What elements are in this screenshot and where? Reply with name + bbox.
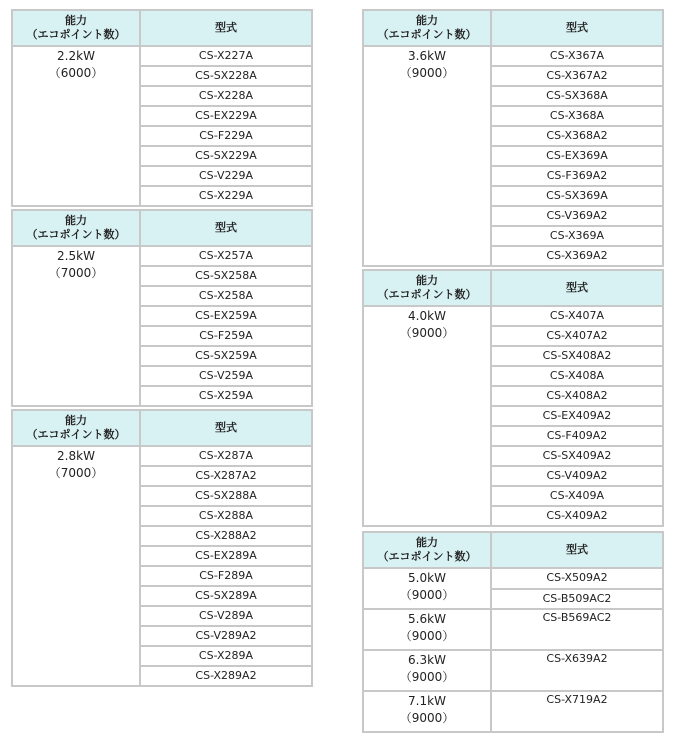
right-table-2 bbox=[362, 269, 664, 527]
model-header: 型式 bbox=[492, 11, 662, 45]
model-cell: CS-F229A bbox=[141, 127, 311, 145]
model-cell: CS-F289A bbox=[141, 567, 311, 585]
model-cell: CS-X368A bbox=[492, 107, 662, 125]
model-cell: CS-EX259A bbox=[141, 307, 311, 325]
capacity-header: 能力 （エコポイント数） bbox=[364, 11, 490, 45]
model-cell: CS-F369A2 bbox=[492, 167, 662, 185]
model-cell: CS-EX369A bbox=[492, 147, 662, 165]
model-cell: CS-SX259A bbox=[141, 347, 311, 365]
capacity-cell: 2.8kW （7000） bbox=[13, 447, 139, 685]
model-cell: CS-F409A2 bbox=[492, 427, 662, 445]
model-cell: CS-X369A bbox=[492, 227, 662, 245]
model-cell: CS-SX258A bbox=[141, 267, 311, 285]
model-cell: CS-B569AC2 bbox=[492, 610, 662, 649]
model-cell: CS-V289A2 bbox=[141, 627, 311, 645]
model-header: 型式 bbox=[492, 271, 662, 305]
capacity-cell: 3.6kW （9000） bbox=[364, 47, 490, 265]
model-cell: CS-X227A bbox=[141, 47, 311, 65]
left-table-3 bbox=[11, 409, 313, 687]
model-cell: CS-X409A2 bbox=[492, 507, 662, 525]
model-cell: CS-EX409A2 bbox=[492, 407, 662, 425]
model-cell: CS-X509A2 bbox=[492, 569, 662, 588]
model-cell: CS-X408A2 bbox=[492, 387, 662, 405]
model-cell: CS-V289A bbox=[141, 607, 311, 625]
model-cell: CS-SX409A2 bbox=[492, 447, 662, 465]
model-header: 型式 bbox=[141, 11, 311, 45]
left-table-2 bbox=[11, 209, 313, 407]
model-cell: CS-X289A bbox=[141, 647, 311, 665]
model-cell: CS-V229A bbox=[141, 167, 311, 185]
model-header: 型式 bbox=[141, 411, 311, 445]
model-cell: CS-X287A bbox=[141, 447, 311, 465]
capacity-cell: 7.1kW （9000） bbox=[364, 692, 490, 731]
model-cell: CS-EX229A bbox=[141, 107, 311, 125]
model-cell: CS-X228A bbox=[141, 87, 311, 105]
left-table-1 bbox=[11, 9, 313, 207]
model-cell: CS-X367A2 bbox=[492, 67, 662, 85]
model-cell: CS-X289A2 bbox=[141, 667, 311, 685]
model-cell: CS-X719A2 bbox=[492, 692, 662, 731]
model-cell: CS-SX288A bbox=[141, 487, 311, 505]
capacity-header: 能力 （エコポイント数） bbox=[364, 533, 490, 567]
model-cell: CS-SX229A bbox=[141, 147, 311, 165]
model-cell: CS-X369A2 bbox=[492, 247, 662, 265]
model-cell: CS-X408A bbox=[492, 367, 662, 385]
model-cell: CS-X229A bbox=[141, 187, 311, 205]
model-cell: CS-F259A bbox=[141, 327, 311, 345]
model-cell: CS-X288A2 bbox=[141, 527, 311, 545]
model-cell: CS-SX368A bbox=[492, 87, 662, 105]
capacity-header: 能力 （エコポイント数） bbox=[364, 271, 490, 305]
model-cell: CS-B509AC2 bbox=[492, 590, 662, 609]
model-cell: CS-V259A bbox=[141, 367, 311, 385]
capacity-header: 能力 （エコポイント数） bbox=[13, 211, 139, 245]
model-cell: CS-V409A2 bbox=[492, 467, 662, 485]
model-header: 型式 bbox=[492, 533, 662, 567]
model-cell: CS-X407A2 bbox=[492, 327, 662, 345]
capacity-cell: 2.2kW （6000） bbox=[13, 47, 139, 205]
model-cell: CS-X407A bbox=[492, 307, 662, 325]
capacity-header: 能力 （エコポイント数） bbox=[13, 411, 139, 445]
right-table-1 bbox=[362, 9, 664, 267]
model-cell: CS-X288A bbox=[141, 507, 311, 525]
model-cell: CS-V369A2 bbox=[492, 207, 662, 225]
model-cell: CS-X259A bbox=[141, 387, 311, 405]
model-cell: CS-SX289A bbox=[141, 587, 311, 605]
model-cell: CS-EX289A bbox=[141, 547, 311, 565]
model-cell: CS-X287A2 bbox=[141, 467, 311, 485]
capacity-cell: 5.0kW （9000） bbox=[364, 569, 490, 608]
right-table-3 bbox=[362, 531, 664, 733]
capacity-header: 能力 （エコポイント数） bbox=[13, 11, 139, 45]
model-cell: CS-X257A bbox=[141, 247, 311, 265]
model-cell: CS-X258A bbox=[141, 287, 311, 305]
model-cell: CS-X409A bbox=[492, 487, 662, 505]
model-cell: CS-SX228A bbox=[141, 67, 311, 85]
model-cell: CS-SX408A2 bbox=[492, 347, 662, 365]
capacity-cell: 4.0kW （9000） bbox=[364, 307, 490, 525]
model-cell: CS-X368A2 bbox=[492, 127, 662, 145]
capacity-cell: 6.3kW （9000） bbox=[364, 651, 490, 690]
capacity-cell: 2.5kW （7000） bbox=[13, 247, 139, 405]
model-cell: CS-X367A bbox=[492, 47, 662, 65]
capacity-cell: 5.6kW （9000） bbox=[364, 610, 490, 649]
model-cell: CS-X639A2 bbox=[492, 651, 662, 690]
model-header: 型式 bbox=[141, 211, 311, 245]
model-cell: CS-SX369A bbox=[492, 187, 662, 205]
